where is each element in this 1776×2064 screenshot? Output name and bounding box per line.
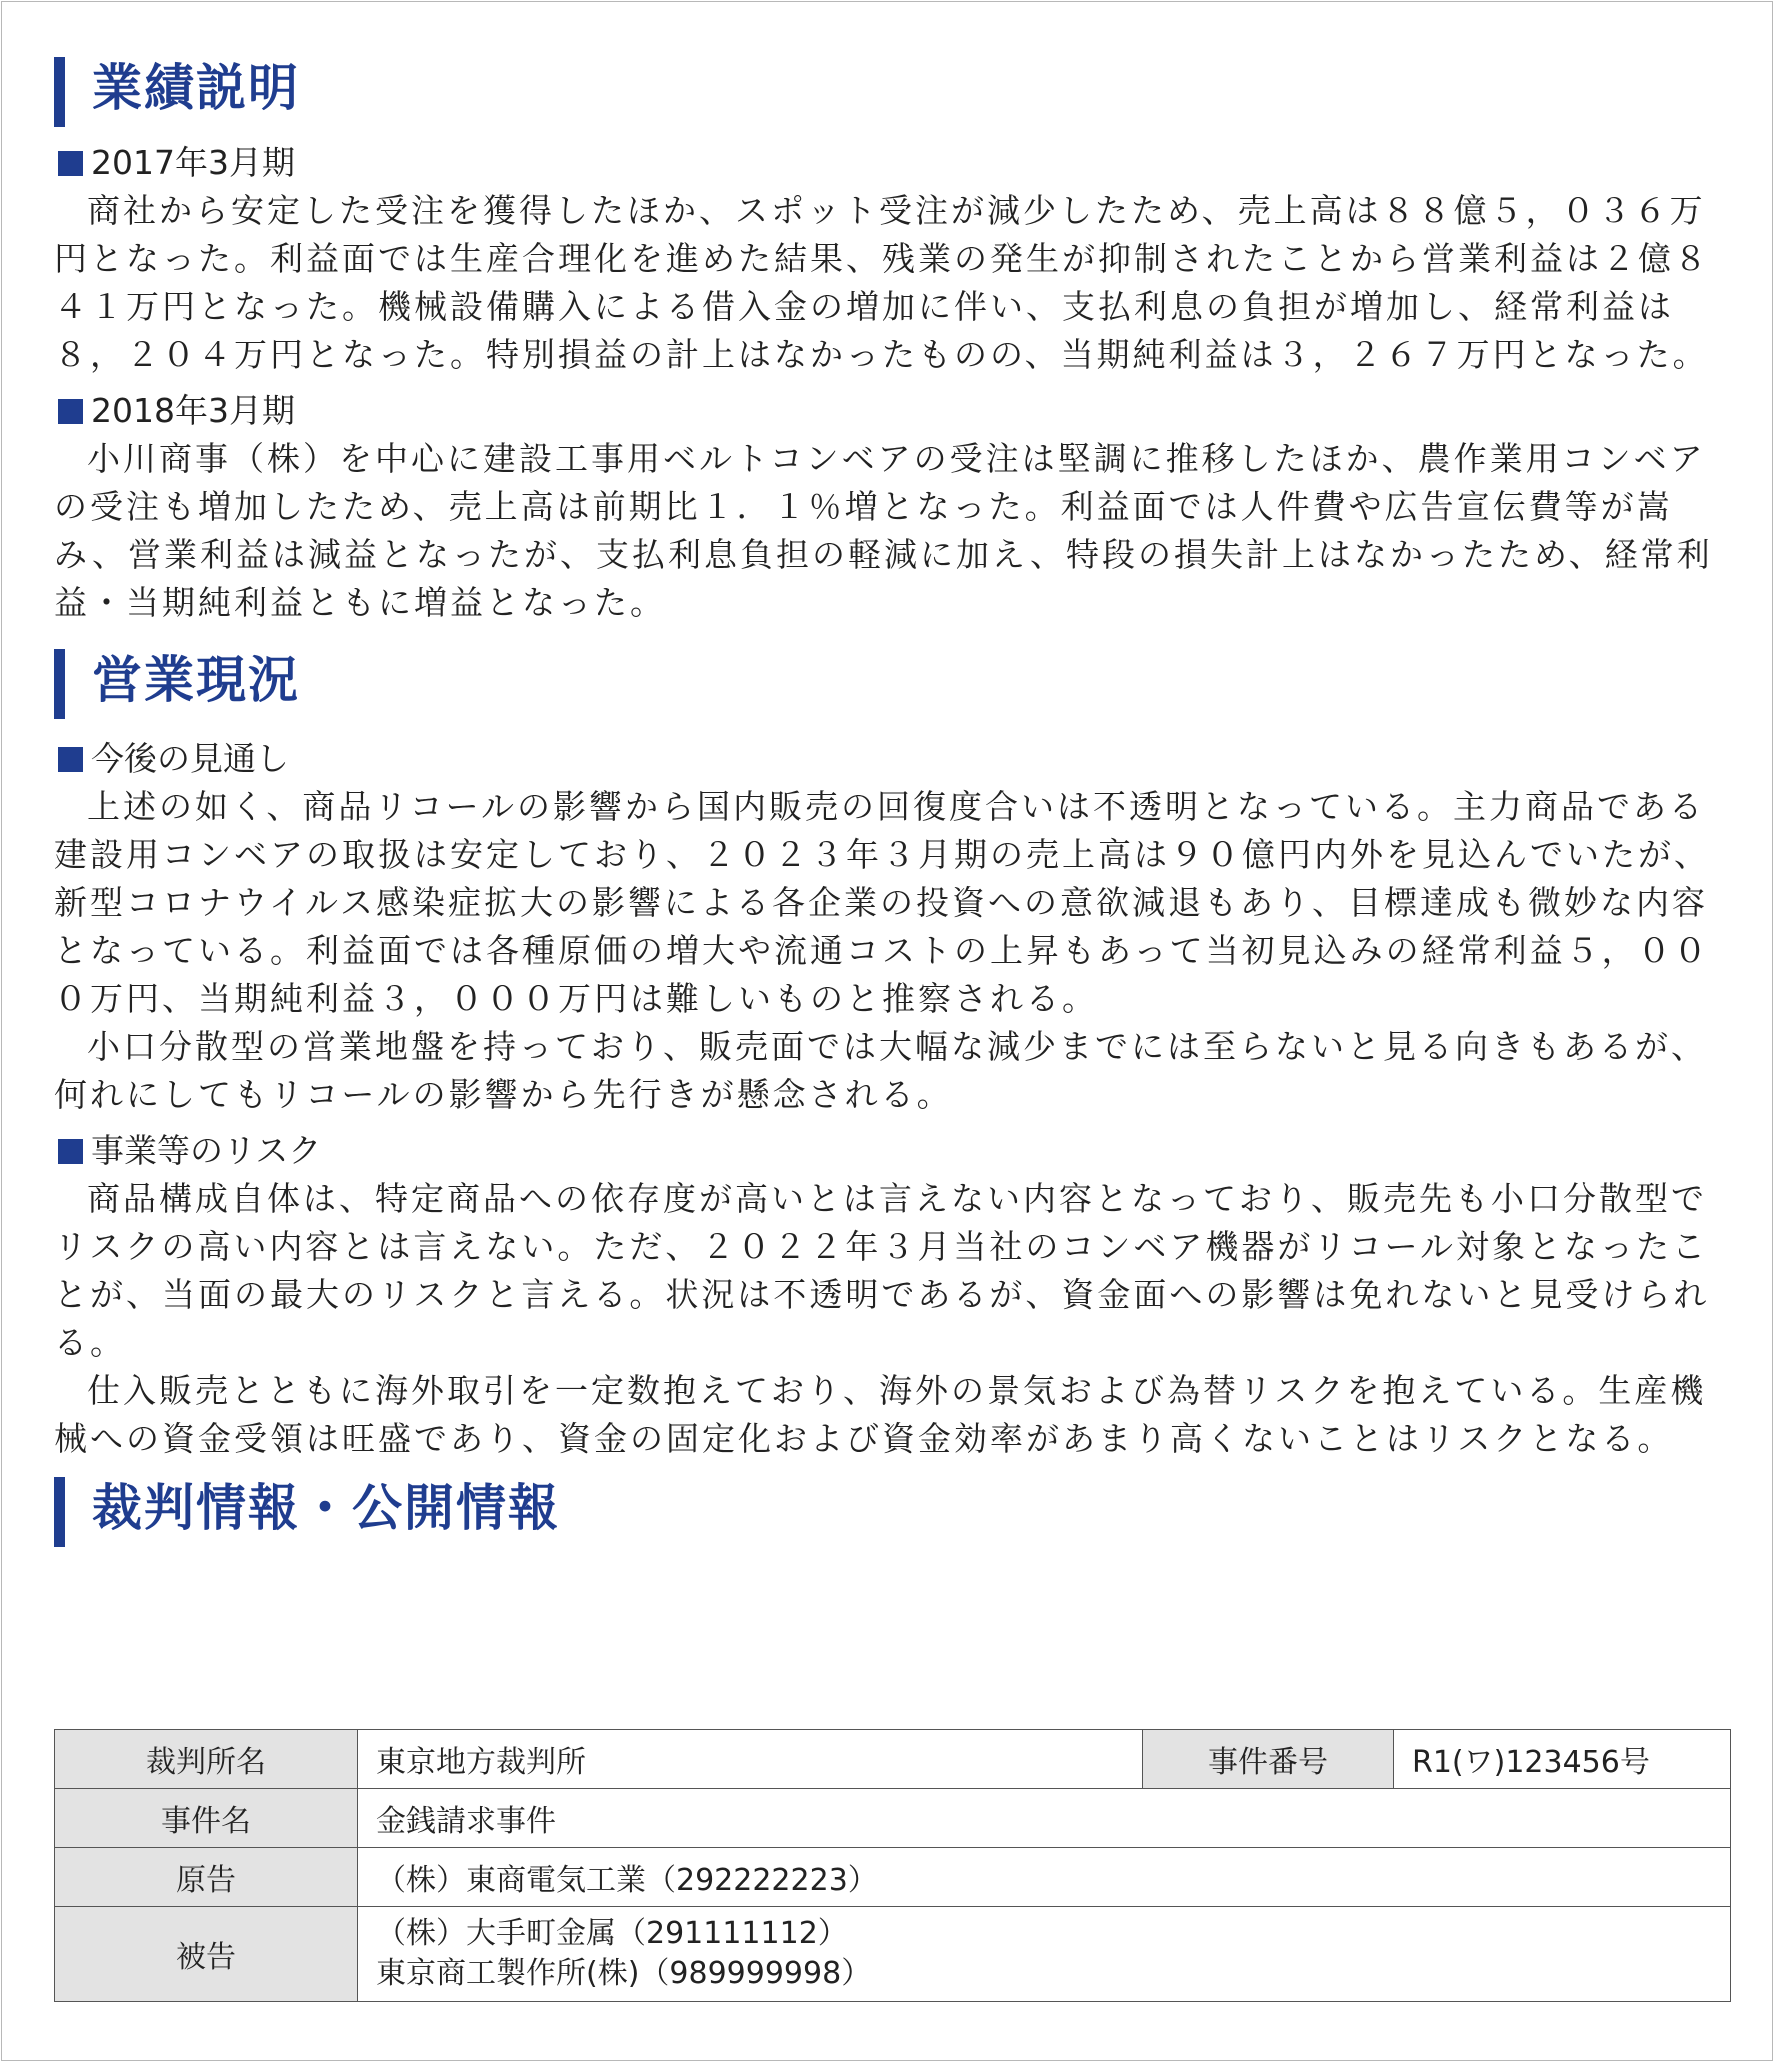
period-label-2017: 2017年3月期 <box>91 143 295 182</box>
square-bullet-icon <box>58 151 83 176</box>
court-name-label: 裁判所名 <box>55 1730 358 1789</box>
case-number-label: 事件番号 <box>1143 1730 1394 1789</box>
square-bullet-icon <box>58 747 83 772</box>
period-text-2018: 小川商事（株）を中心に建設工事用ベルトコンベアの受注は堅調に推移したほか、農作業用コンベアの受注も増加したため、売上高は前期比１．１％増となった。利益面では人件費や広告宣伝費等が嵩み、営業利益は減益となったが、支払利息負担の軽減に加え、特段の損失計上はなかったため、経常利益・当期純利益ともに増益となった。 <box>54 439 1713 622</box>
plaintiff-value: （株）東商電気工業（292222223） <box>358 1848 1731 1907</box>
outlook-paragraph-2: 小口分散型の営業地盤を持っており、販売面では大幅な減少までには至らないと見る向きもあるが、何れにしてもリコールの影響から先行きが懸念される。 <box>54 1027 1707 1114</box>
outlook-paragraph-1: 上述の如く、商品リコールの影響から国内販売の回復度合いは不透明となっている。主力商品である建設用コンベアの取扱は安定しており、２０２３年３月期の売上高は９０億円内外を見込んでいたが、新型コロナウイルス感染症拡大の影響による各企業の投資への意欲減退もあり、目標達成も微妙な内容となっている。利益面では各種原価の増大や流通コストの上昇もあって当初見込みの経常利益５，０００万円、当期純利益３，０００万円は難しいものと推察される。 <box>54 787 1710 1018</box>
period-heading-2017 <box>54 139 1734 187</box>
court-info-table <box>54 1729 1731 2002</box>
section-title-business: 営業現況 <box>54 647 1734 713</box>
section-title-court: 裁判情報・公開情報 <box>54 1475 1734 1541</box>
defendant-value <box>358 1907 1731 2002</box>
table-row <box>55 1848 1731 1907</box>
outlook-label: 今後の見通し <box>91 739 289 778</box>
risk-paragraph-1: 商品構成自体は、特定商品への依存度が高いとは言えない内容となっており、販売先も小口分散型でリスクの高い内容とは言えない。ただ、２０２２年３月当社のコンベア機器がリコール対象となったことが、当面の最大のリスクと言える。状況は不透明であるが、資金面への影響は免れないと見受けられる。 <box>54 1179 1710 1362</box>
defendant-label: 被告 <box>55 1907 358 2002</box>
section-title-performance: 業績説明 <box>54 55 1734 121</box>
square-bullet-icon <box>58 1139 83 1164</box>
period-text-2017: 商社から安定した受注を獲得したほか、スポット受注が減少したため、売上高は８８億５，０３６万円となった。利益面では生産合理化を進めた結果、残業の発生が抑制されたことから営業利益は２億８４１万円となった。機械設備購入による借入金の増加に伴い、支払利息の負担が増加し、経常利益は８，２０４万円となった。特別損益の計上はなかったものの、当期純利益は３，２６７万円となった。 <box>54 191 1710 374</box>
table-row <box>55 1789 1731 1848</box>
defendant-1: （株）大手町金属（291111112） <box>376 1916 848 1951</box>
report-frame <box>1 1 1773 2061</box>
risk-paragraph-2: 仕入販売とともに海外取引を一定数抱えており、海外の景気および為替リスクを抱えている。生産機械への資金受領は旺盛であり、資金の固定化および資金効率があまり高くないことはリスクとなる。 <box>54 1371 1707 1458</box>
table-row <box>55 1907 1731 2002</box>
court-name-value: 東京地方裁判所 <box>358 1730 1143 1789</box>
period-label-2018: 2018年3月期 <box>91 391 295 430</box>
defendant-2: 東京商工製作所(株)（989999998） <box>376 1956 872 1991</box>
risk-heading <box>54 1127 1734 1175</box>
report-content <box>54 2 1734 1541</box>
case-name-value: 金銭請求事件 <box>358 1789 1731 1848</box>
plaintiff-label: 原告 <box>55 1848 358 1907</box>
outlook-heading <box>54 735 1734 783</box>
case-number-value: R1(ワ)123456号 <box>1394 1730 1731 1789</box>
square-bullet-icon <box>58 399 83 424</box>
table-row <box>55 1730 1731 1789</box>
case-name-label: 事件名 <box>55 1789 358 1848</box>
period-heading-2018 <box>54 387 1734 435</box>
risk-label: 事業等のリスク <box>91 1131 322 1170</box>
